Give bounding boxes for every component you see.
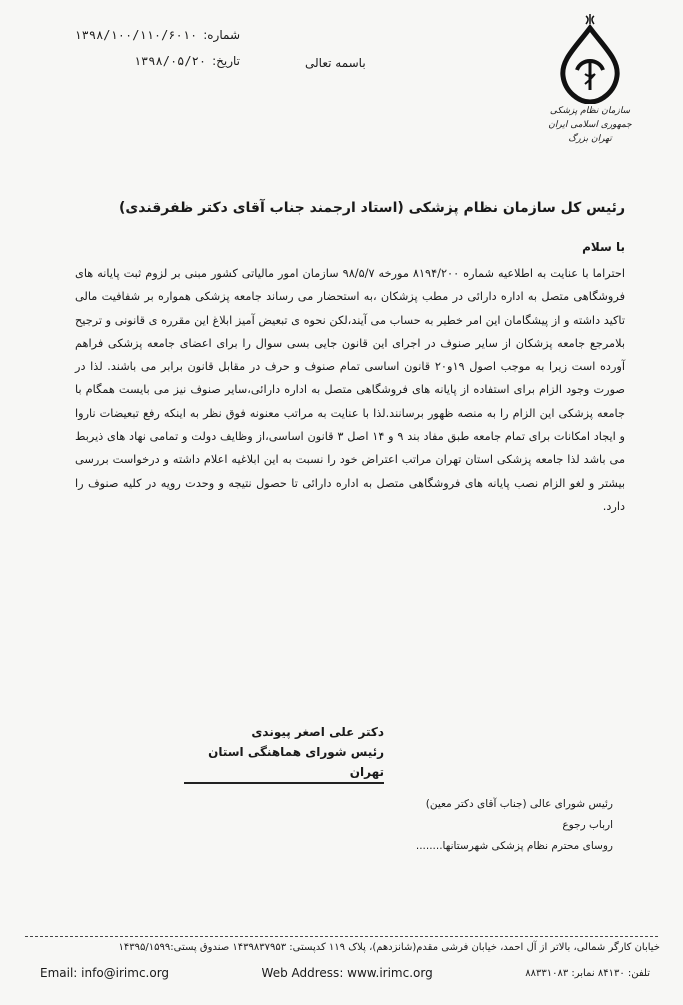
letter-body: احتراما با عنایت به اطلاعیه شماره ۸۱۹۴/۲۰۰ مورخه ۹۸/۵/۷ سازمان امور مالیاتی کشور مبنی بر لزوم ثبت پایانه های فروشگاهی متصل به اداره دارائی در مطب پزشکان ،به استحضار می رساند جامعه پزشکی همواره بر شفافیت مالی تاکید داشته و از پیشگامان این امر خطیر به حساب می آیند،لکن نحوه ی تبعیض آمیز ابلاغ این مقرره ی قانونی و ترجیح بلامرجع جامعه پزشکان از سایر صنوف در اجرای این قانون جایی بسی سوال را برای اعضای جامعه پزشکی فراهم آورده است زیرا به موجب اصول ۱۹و۲۰ قانون اساسی تمام صنوف و حرف در مقابل قانون برابر می باشند. لذا در صورت وجود الزام برای استفاده از پایانه های فروشگاهی متصل به اداره دارائی،سایر صنوف نیز می بایست همگام با جامعه پزشکی این الزام را به منصه ظهور برسانند.لذا با عنایت به مراتب معنونه فوق نظر به اینکه رفع تبعیضات ناروا و ایجاد امکانات برای تمام جامعه طبق مفاد بند ۹ و ۱۴ اصل ۳ قانون اساسی،از وظایف دولت و تمامی نهاد های ذیربط می باشد لذا جامعه پزشکی استان تهران مراتب اعتراض خود را نسبت به این ابلاغیه اعلام داشته و درخواست بررسی بیشتر و لغو الزام نصب پایانه های فروشگاهی متصل به اداره دارائی تا حصول نتیجه و وحدت رویه در کلیه صنوف را دارد.: [75, 267, 626, 513]
logo-branch: تهران بزرگ: [568, 134, 612, 144]
letter-number-row: [40, 28, 240, 42]
cc-item: روسای محترم نظام پزشکی شهرستانها........: [415, 840, 613, 852]
cc-list: [353, 794, 613, 857]
basmala: باسمه تعالی: [305, 56, 366, 70]
number-value: ۱۳۹۸/۱۰۰/۱۱۰/۶۰۱۰: [74, 28, 198, 42]
letter-meta: [40, 28, 240, 80]
organization-logo: [535, 12, 645, 146]
cc-item: رئیس شورای عالی (جناب آقای دکتر معین): [425, 798, 613, 810]
footer-web: Web Address: www.irimc.org: [261, 966, 433, 980]
signatory-title: رئیس شورای هماهنگی استان تهران: [184, 742, 384, 784]
letter-greeting: با سلام: [582, 240, 625, 254]
number-label: شماره:: [203, 28, 240, 42]
date-label: تاریخ:: [212, 54, 240, 68]
footer-contact: [40, 966, 650, 980]
footer-phone: تلفن: ۸۴۱۳۰ نمابر: ۸۸۳۳۱۰۸۳: [525, 967, 650, 979]
cc-item: ارباب رجوع: [562, 819, 613, 831]
footer-divider: [25, 936, 658, 937]
letter-date-row: [40, 54, 240, 68]
logo-org-name: سازمان نظام پزشکی جمهوری اسلامی ایران: [548, 106, 632, 130]
date-value: ۱۳۹۸/۰۵/۲۰: [133, 54, 207, 68]
irimc-emblem-icon: [555, 12, 625, 104]
signature-block: [184, 722, 384, 784]
letter-recipient: رئیس کل سازمان نظام پزشکی (استاد ارجمند جناب آقای دکتر ظفرقندی): [119, 200, 625, 216]
footer-address: خیابان کارگر شمالی، بالاتر از آل احمد، خیابان فرشی مقدم(شانزدهم)، پلاک ۱۱۹ کدپستی: ۱۴۳۹۸۳۷۹۵۳ صندوق پستی:۱۴۳۹۵/۱۵۹۹: [118, 942, 660, 953]
signatory-name: دکتر علی اصغر پیوندی: [251, 725, 384, 739]
footer-email: Email: info@irimc.org: [40, 966, 170, 980]
